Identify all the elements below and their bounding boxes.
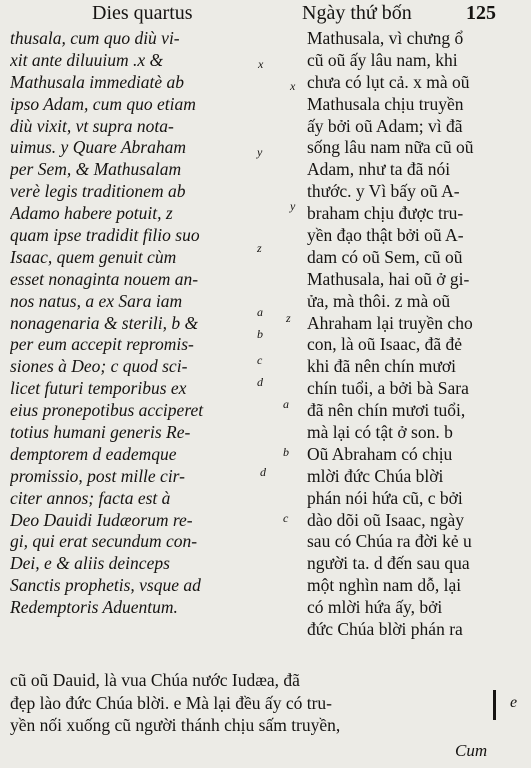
vietnamese-line: chín tuổi, a bởi bà Sara [307, 378, 469, 399]
bottom-line: yền nối xuống cũ người thánh chịu sấm truyền, [10, 715, 341, 735]
bottom-line: đẹp lào đức Chúa blời. e Mà lại đều ấy có tru- [10, 692, 332, 713]
margin-note-a-left: a [257, 305, 263, 319]
vietnamese-line: khi đã nên chín mươi [307, 356, 456, 377]
latin-line: verè legis traditionem ab [10, 181, 186, 202]
margin-note-a-right: a [283, 397, 289, 411]
vietnamese-line: đã nên chín mươi tuổi, [307, 400, 466, 421]
latin-line: Sanctis prophetis, vsque ad [10, 575, 201, 596]
latin-line: Adamo habere potuit, z [10, 203, 173, 224]
latin-line: gi, qui erat secundum con- [10, 531, 198, 552]
margin-note-c-left: c [257, 353, 263, 367]
vietnamese-line: Mathusala chịu truyền [307, 93, 464, 114]
latin-line: Dei, e & aliis deinceps [10, 553, 170, 574]
vietnamese-column [307, 28, 521, 641]
vietnamese-line: chưa có lụt cả. x mà oũ [307, 71, 470, 92]
latin-line: esset nonaginta nouem an- [10, 268, 199, 289]
latin-line: per eum accepit repromis- [10, 334, 194, 355]
latin-line: quam ipse tradidit filio suo [10, 225, 200, 246]
margin-note-x-left: x [258, 57, 264, 71]
latin-line: licet futuri temporibus ex [10, 378, 187, 399]
margin-note-z-right: z [286, 311, 291, 325]
latin-line: xit ante diluuium .x & [10, 49, 164, 70]
margin-note-b-left: b [257, 327, 263, 341]
vietnamese-line: sau có Chúa ra đời kẻ u [307, 531, 472, 552]
margin-note-y-right: y [290, 199, 296, 213]
latin-line: ipso Adam, cum quo etiam [10, 93, 196, 114]
vietnamese-line: braham chịu được tru- [307, 203, 464, 224]
margin-note-d-right: d [260, 465, 266, 479]
margin-rule [493, 690, 496, 720]
full-width-vietnamese-text [10, 669, 490, 737]
vietnamese-line: sống lâu nam nữa cũ oũ [307, 137, 474, 158]
vietnamese-line: ửa, mà thôi. z mà oũ [307, 290, 451, 311]
margin-note-z-left: z [257, 241, 262, 255]
latin-running-head: Dies quartus [92, 2, 193, 24]
latin-line: Deo Dauidi Iudæorum re- [10, 509, 193, 530]
margin-note-y-left: y [257, 145, 263, 159]
vietnamese-line: ấy bởi oũ Adam; vì đã [307, 115, 463, 136]
bottom-line: cũ oũ Dauid, là vua Chúa nước Iudæa, đã [10, 670, 300, 690]
latin-line: promissio, post mille cir- [10, 465, 185, 486]
vietnamese-line: Ahraham lại truyền cho [307, 312, 473, 333]
vietnamese-line: đức Chúa blời phán ra [307, 619, 463, 640]
latin-line: thusala, cum quo diù vi- [10, 28, 180, 48]
latin-line: Redemptoris Aduentum. [10, 597, 178, 618]
latin-line: demptorem d eademque [10, 443, 177, 464]
vietnamese-line: một nghìn nam dỗ, lại [307, 575, 462, 596]
vietnamese-line: cũ oũ ấy lâu nam, khi [307, 49, 458, 70]
vietnamese-line: Oũ Abraham có chịu [307, 443, 453, 464]
latin-line: Isaac, quem genuit cùm [10, 246, 177, 267]
latin-line: diù vixit, vt supra nota- [10, 115, 174, 136]
vietnamese-line: mà lại có tật ở son. b [307, 422, 453, 443]
latin-line: uimus. y Quare Abraham [10, 137, 186, 158]
latin-line: eius pronepotibus acciperet [10, 400, 204, 421]
latin-line: per Sem, & Mathusalam [10, 159, 182, 180]
latin-line: citer annos; facta est à [10, 487, 171, 508]
vietnamese-line: dào dõi oũ Isaac, ngày [307, 509, 464, 530]
margin-note-b-right: b [283, 445, 289, 459]
vietnamese-line: Adam, như ta đã nói [307, 159, 451, 180]
margin-note-c-right: c [283, 511, 289, 525]
vietnamese-line: con, là oũ Isaac, đã đẻ [307, 334, 462, 355]
latin-column [10, 28, 254, 619]
page-number: 125 [466, 2, 496, 24]
latin-line: Mathusala immediatè ab [10, 71, 185, 92]
margin-note-d-left: d [257, 375, 263, 389]
catchword: Cum [455, 741, 488, 760]
vietnamese-line: người ta. d đến sau qua [307, 553, 470, 574]
latin-line: nonagenaria & sterili, b & [10, 312, 199, 333]
vietnamese-line: Mathusala, vì chưng ổ [307, 28, 464, 48]
vietnamese-line: phán nói hứa cũ, c bởi [307, 487, 463, 508]
vietnamese-line: mlời đức Chúa blời [307, 465, 444, 486]
vietnamese-line: dam có oũ Sem, cũ oũ [307, 246, 463, 267]
vietnamese-line: yền đạo thật bởi oũ A- [307, 225, 464, 246]
margin-note-x-right: x [290, 79, 296, 93]
latin-line: totius humani generis Re- [10, 422, 191, 443]
latin-line: nos natus, a ex Sara iam [10, 290, 183, 311]
vietnamese-running-head: Ngày thứ bốn [302, 2, 412, 24]
latin-line: siones à Deo; c quod sci- [10, 356, 188, 377]
margin-note-e-right: e [510, 694, 518, 711]
vietnamese-line: Mathusala, hai oũ ở gi- [307, 268, 470, 289]
vietnamese-line: thước. y Vì bấy oũ A- [307, 181, 460, 202]
vietnamese-line: có mlời hứa ấy, bởi [307, 597, 443, 618]
